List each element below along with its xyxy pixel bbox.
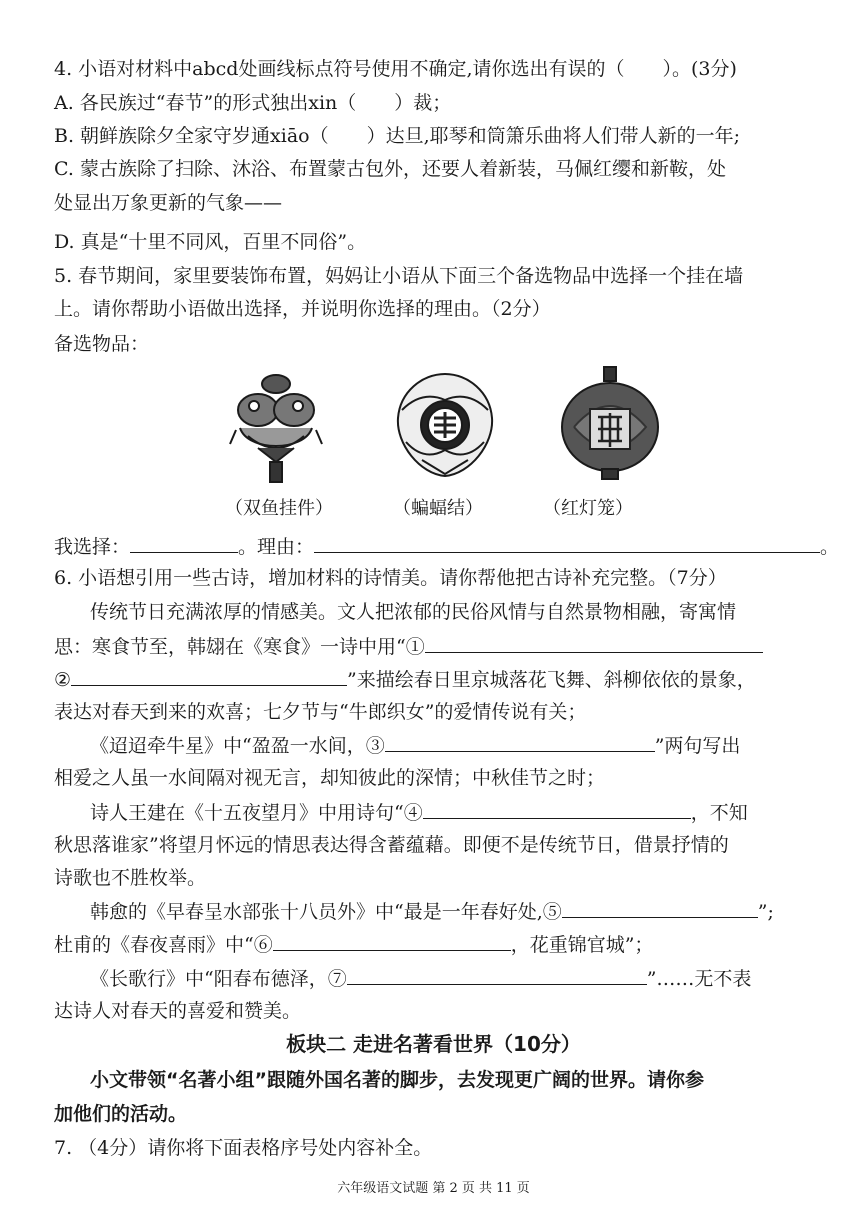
poem-blank-1[interactable]	[425, 634, 763, 653]
q6-para1-line3-num: ②	[54, 669, 72, 691]
q4-option-d: D. 真是“十里不同风，百里不同俗”。	[54, 231, 367, 253]
red-lantern-icon	[558, 365, 662, 480]
q5-items-label: 备选物品：	[54, 333, 150, 355]
q6-para1-line4: 表达对春天到来的欢喜；七夕节与“牛郎织女”的爱情传说有关；	[54, 701, 587, 723]
q4-option-b: B. 朝鲜族除夕全家守岁通xiāo（ ）达旦,耶琴和筒箫乐曲将人们带人新的一年;	[54, 125, 741, 147]
q6-para1-line1: 传统节日充满浓厚的情感美。文人把浓郁的民俗风情与自然景物相融，寄寓情	[90, 601, 737, 623]
q6-para2-line1-text: 《迢迢牵牛星》中“盈盈一水间，③	[90, 735, 385, 757]
page-footer: 六年级语文试题 第 2 页 共 11 页	[337, 1181, 530, 1196]
section2-title: 板块二 走进名著看世界（10分）	[286, 1032, 581, 1056]
q5-stem-line1: 5. 春节期间，家里要装饰布置，妈妈让小语从下面三个备选物品中选择一个挂在墙	[54, 265, 744, 287]
q6-para3-line3: 诗歌也不胜枚举。	[54, 867, 207, 889]
q6-stem: 6. 小语想引用一些古诗，增加材料的诗情美。请你帮他把古诗补充完整。（7分）	[54, 567, 727, 589]
q5-answer-line	[54, 534, 839, 559]
q6-para2-line1	[90, 733, 740, 758]
reason-blank[interactable]	[314, 534, 820, 553]
poem-blank-7[interactable]	[347, 966, 647, 985]
q6-para5	[54, 932, 653, 957]
poem-blank-2[interactable]	[71, 667, 347, 686]
q6-para7: 达诗人对春天的喜爱和赞美。	[54, 1000, 302, 1022]
choose-label: 我选择：	[54, 536, 131, 558]
q6-para1-line3	[54, 667, 756, 692]
q6-para4	[90, 899, 774, 924]
q6-para1-line2-text: 思：寒食节至，韩翃在《寒食》一诗中用“①	[54, 636, 425, 658]
q6-para6-text: 《长歌行》中“阳春布德泽，⑦	[90, 968, 347, 990]
q4-option-a: A. 各民族过“春节”的形式独出xin（ ）裁；	[54, 92, 452, 114]
poem-blank-6[interactable]	[273, 932, 511, 951]
poem-blank-5[interactable]	[562, 899, 758, 918]
q6-para1-line2	[54, 634, 763, 659]
q6-para2-line1-end: ”两句写出	[654, 735, 741, 757]
double-fish-ornament-icon	[228, 370, 324, 486]
poem-blank-4[interactable]	[423, 800, 691, 819]
section2-intro-line2: 加他们的活动。	[54, 1103, 188, 1125]
q6-para4-text: 韩愈的《早春呈水部张十八员外》中“最是一年春好处,⑤	[90, 901, 562, 923]
section2-intro-line1: 小文带领“名著小组”跟随外国名著的脚步，去发现更广阔的世界。请你参	[90, 1069, 704, 1091]
reason-label: 。理由：	[238, 536, 315, 558]
q6-para2-line2: 相爱之人虽一水间隔对视无言，却知彼此的深情；中秋佳节之时；	[54, 767, 606, 789]
q6-para3-line1	[90, 800, 748, 825]
q6-para1-line3-text: ”来描绘春日里京城落花飞舞、斜柳依依的景象，	[347, 669, 756, 691]
item-caption-bat-knot: （蝙蝠结）	[393, 498, 483, 519]
q5-stem-line2: 上。请你帮助小语做出选择，并说明你选择的理由。（2分）	[54, 298, 551, 320]
q6-para5-end: ，花重锦官城”；	[510, 934, 654, 956]
q6-para3-line2: 秋思落谁家”将望月怀远的情思表达得含蓄蕴藉。即便不是传统节日，借景抒情的	[54, 834, 729, 856]
line-end-mark: 。	[820, 536, 840, 558]
q4-option-c-line1: C. 蒙古族除了扫除、沐浴、布置蒙古包外，还要人着新装，马佩红缨和新鞍，处	[54, 158, 726, 180]
q4-stem: 4. 小语对材料中abcd处画线标点符号使用不确定,请你选出有误的（ ）。(3分)	[54, 58, 737, 80]
q7-stem: 7. （4分）请你将下面表格序号处内容补全。	[54, 1137, 433, 1159]
poem-blank-3[interactable]	[385, 733, 655, 752]
q6-para5-text: 杜甫的《春夜喜雨》中“⑥	[54, 934, 273, 956]
item-caption-double-fish: （双鱼挂件）	[225, 498, 333, 519]
item-caption-red-lantern: （红灯笼）	[543, 498, 633, 519]
q6-para6-end: ”……无不表	[646, 968, 752, 990]
bat-knot-icon	[392, 370, 498, 480]
q4-option-c-line2: 处显出万象更新的气象——	[54, 192, 283, 214]
q6-para4-end: ”;	[757, 901, 774, 923]
choice-blank[interactable]	[130, 534, 238, 553]
q6-para6	[90, 966, 751, 991]
q6-para3-line1-end: ，不知	[690, 802, 748, 824]
q6-para3-line1-text: 诗人王建在《十五夜望月》中用诗句“④	[90, 802, 423, 824]
